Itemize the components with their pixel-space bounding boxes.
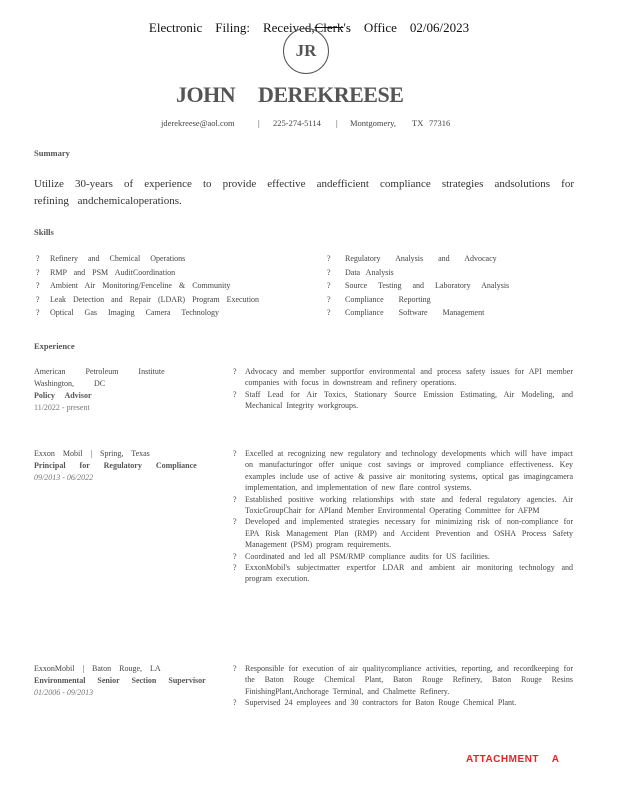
bullet-icon: ? [327,294,331,304]
job-bullet [233,562,573,585]
name-last: DEREKREESE [258,82,404,107]
bullet-icon: ? [233,494,237,504]
job-bullet-text: Responsible for execution of air qualitycompliance activities, reporting, and recordkeeping for the Baton Rouge Chemical Plant, Baton Rouge Refinery, Baton Rouge Resins FinishingPlant,Anchorage Terminal, and Chalmette Refinery. [245,664,573,696]
job-dates: 11/2022 - present [34,403,90,412]
bullet-icon: ? [233,664,237,673]
job-bullets [233,448,573,585]
bullet-icon: ? [36,281,40,290]
skill-label: Regulatory Analysis and Advocacy [345,254,497,263]
job-details [34,663,224,699]
skill-item [36,254,306,268]
summary-text: Utilize 30-years of experience to provide effective andefficient compliance strategies andsolutions for refining andchemicaloperations. [34,178,574,207]
job-details [34,448,224,484]
bullet-icon: ? [233,698,237,708]
bullet-icon: ? [36,267,40,277]
skill-label: Source Testing and Laboratory Analysis [345,281,510,290]
filing-prefix: Electronic Filing: Received, [148,20,315,35]
bullet-icon: ? [233,449,237,458]
bullet-icon: ? [233,551,237,561]
job-org: American Petroleum Institute [34,367,165,376]
summary-heading: Summary [34,148,70,158]
job-bullets [233,366,573,412]
skills-heading: Skills [34,227,54,237]
job-details [34,366,224,414]
skill-label: Compliance Reporting [345,294,431,304]
job-bullet-text: Established positive working relationships with state and federal regulatory agencies. Air ToxicGroupChair for APIand Member Environmental Operating Committee for AFPM [245,494,573,516]
filing-strike: Clerk [314,20,344,35]
job-bullet [233,448,573,494]
job-bullet [233,516,573,550]
skill-item [327,295,577,309]
job-bullet [233,366,573,389]
bullet-icon: ? [36,294,40,304]
skill-label: RMP and PSM AuditCoordination [50,267,176,277]
contact-sep-1: | [258,118,260,128]
job-location: Washington, DC [34,379,106,388]
job-dates: 01/2006 - 09/2013 [34,688,94,697]
skill-label: Data Analysis [345,267,394,277]
experience-heading: Experience [34,341,75,351]
bullet-icon: ? [327,254,331,263]
job-bullets [233,663,573,709]
job-role: Environmental Senior Section Supervisor [34,676,206,685]
job-bullet-text: Developed and implemented strategies necessary for minimizing risk of non-compliance for EPA Risk Management Plan (RMP) and Accident Prevention and OSHA Process Safety Management (PSM) program requirements. [245,517,573,550]
job-bullet [233,697,573,708]
skill-label: Refinery and Chemical Operations [50,254,186,263]
name-first: JOHN [176,82,236,107]
skills-right-column [327,254,577,322]
job-bullet [233,663,573,697]
skill-label: Leak Detection and Repair (LDAR) Program Execution [50,294,260,304]
bullet-icon: ? [233,517,237,527]
contact-phone: 225-274-5114 [273,118,321,128]
skill-label: Ambient Air Monitoring/Fenceline & Community [50,281,231,290]
job-org: Exxon Mobil | Spring, Texas [34,449,150,458]
job-bullet-text: Supervised 24 employees and 30 contractors for Baton Rouge Chemical Plant. [245,698,517,708]
job-role: Principal for Regulatory Compliance [34,461,197,470]
job-bullet-text: Staff Lead for Air Toxics, Stationary Source Emission Estimating, Air Modeling, and Mechanical Integrity workgroups. [245,389,573,411]
contact-email: jderekreese@aol.com [161,118,235,128]
skill-item [36,281,306,295]
filing-suffix: 's Office 02/06/2023 [343,20,470,35]
skill-label: Optical Gas Imaging Camera Technology [50,308,220,317]
bullet-icon: ? [327,308,331,317]
attachment-label: ATTACHMENT A [466,754,560,765]
contact-city: Montgomery, [350,118,396,128]
job-role: Policy Advisor [34,391,92,400]
skill-item [327,268,577,282]
job-bullet [233,551,573,562]
job-bullet-text: ExxonMobil's subjectmatter expertfor LDAR and ambient air monitoring technology and program execution. [245,563,573,584]
bullet-icon: ? [36,308,40,317]
contact-zip: 77316 [429,118,451,128]
job-bullet-text: Excelled at recognizing new regulatory and technology developments which will have impact on manufacturingor offer unique cost savings or improved compliance effectiveness. Key examples include use of active & passive air monitoring systems, optical gas imagingcamera implementation, and implementation of new flare control systems. [245,449,573,493]
monogram-text: JR [295,41,317,60]
job-dates: 09/2013 - 06/2022 [34,473,94,482]
skills-left-column [36,254,306,322]
job-bullet [233,389,573,412]
bullet-icon: ? [36,254,40,263]
monogram-badge [283,28,329,74]
job-bullet-text: Advocacy and member supportfor environmental and process safety issues for API member companies with focus in downstream and refinery operations. [245,367,573,388]
contact-sep-2: | [336,118,338,128]
bullet-icon: ? [327,267,331,277]
skill-item [327,281,577,295]
skill-label: Compliance Software Management [345,308,485,317]
bullet-icon: ? [327,281,331,290]
bullet-icon: ? [233,389,237,399]
job-bullet [233,494,573,517]
skill-item [36,308,306,322]
bullet-icon: ? [233,563,237,573]
job-org: ExxonMobil | Baton Rouge, LA [34,664,161,673]
job-bullet-text: Coordinated and led all PSM/RMP compliance audits for US facilities. [245,551,490,561]
bullet-icon: ? [233,367,237,376]
contact-state: TX [412,118,424,128]
skill-item [327,254,577,268]
skill-item [327,308,577,322]
skill-item [36,295,306,309]
skill-item [36,268,306,282]
